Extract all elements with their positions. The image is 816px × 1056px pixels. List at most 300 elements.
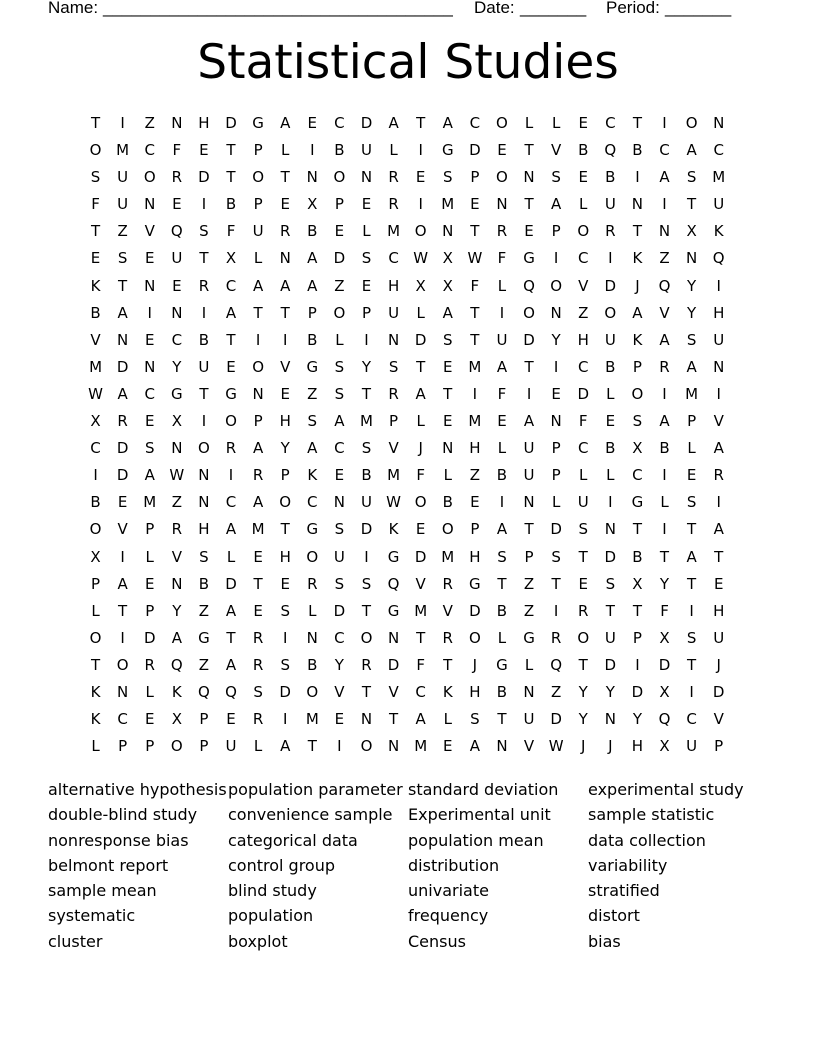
grid-letter: T	[524, 520, 534, 539]
grid-letter: O	[468, 628, 481, 647]
grid-letter: S	[686, 330, 697, 349]
grid-letter: V	[551, 141, 562, 160]
grid-letter: T	[497, 574, 507, 593]
grid-letter: L	[497, 628, 507, 647]
grid-letter: J	[608, 737, 613, 756]
grid-letter: D	[116, 439, 129, 458]
grid-letter: O	[89, 628, 102, 647]
grid-letter: G	[225, 384, 237, 403]
grid-letter: J	[418, 439, 423, 458]
grid-letter: I	[689, 682, 694, 701]
grid-letter: B	[632, 141, 643, 160]
grid-letter: Y	[172, 357, 182, 376]
grid-letter: T	[253, 574, 263, 593]
grid-letter: O	[306, 547, 319, 566]
grid-letter: D	[414, 547, 427, 566]
grid-letter: T	[90, 114, 101, 132]
grid-letter: N	[631, 195, 644, 214]
grid-letter: X	[659, 737, 670, 756]
grid-letter: E	[551, 384, 561, 403]
grid-letter: I	[282, 330, 288, 349]
grid-letter: Q	[604, 141, 617, 160]
grid-letter: X	[171, 710, 182, 729]
grid-letter: N	[387, 628, 400, 647]
grid-letter: S	[334, 357, 345, 376]
grid-letter: Y	[551, 330, 561, 349]
grid-letter: L	[579, 466, 588, 485]
grid-letter: Z	[523, 601, 535, 620]
grid-row	[82, 354, 732, 381]
grid-letter: I	[662, 195, 667, 214]
grid-letter: G	[171, 384, 183, 403]
grid-letter: K	[307, 466, 318, 485]
grid-letter: T	[687, 574, 697, 593]
grid-letter: Y	[361, 357, 372, 376]
grid-letter: V	[144, 222, 155, 241]
grid-letter: E	[117, 493, 128, 512]
grid-letter: K	[632, 330, 643, 349]
word-bank-item: stratified	[588, 881, 660, 901]
grid-letter: B	[307, 222, 318, 241]
grid-letter: L	[524, 655, 534, 674]
word-bank-row	[48, 878, 788, 903]
grid-letter: R	[388, 195, 399, 214]
grid-letter: C	[686, 710, 697, 729]
grid-letter: B	[442, 493, 453, 512]
grid-letter: O	[441, 520, 454, 539]
grid-letter: N	[713, 357, 725, 376]
period-blank[interactable]: _______	[665, 0, 732, 17]
grid-letter: V	[713, 412, 724, 431]
grid-letter: D	[577, 384, 590, 403]
word-bank-item: systematic	[48, 906, 136, 926]
grid-letter: T	[470, 303, 480, 322]
grid-letter: U	[496, 330, 508, 349]
grid-letter: I	[553, 601, 559, 620]
date-blank[interactable]: _______	[520, 0, 587, 17]
grid-letter: P	[389, 412, 399, 431]
grid-letter: B	[605, 357, 616, 376]
grid-letter: U	[117, 168, 129, 187]
grid-letter: E	[361, 195, 372, 214]
word-bank-item: boxplot	[228, 931, 288, 951]
grid-letter: G	[306, 357, 319, 376]
grid-letter: D	[712, 682, 725, 701]
grid-letter: P	[524, 547, 534, 566]
grid-letter: F	[470, 276, 480, 295]
grid-letter: A	[307, 276, 318, 295]
grid-letter: M	[251, 520, 265, 539]
grid-letter: U	[198, 357, 210, 376]
word-bank-item: experimental study	[588, 780, 744, 799]
grid-letter: P	[145, 520, 155, 539]
grid-letter: G	[523, 628, 535, 647]
grid-letter: C	[334, 114, 345, 132]
grid-letter: N	[252, 384, 264, 403]
grid-letter: O	[252, 357, 265, 376]
grid-letter: C	[144, 384, 155, 403]
grid-letter: D	[658, 655, 671, 674]
grid-letter: T	[524, 195, 534, 214]
grid-letter: G	[387, 601, 400, 620]
grid-letter: S	[334, 384, 345, 403]
grid-letter: N	[306, 628, 318, 647]
grid-letter: I	[364, 330, 369, 349]
grid-letter: T	[687, 655, 697, 674]
word-bank-item: sample mean	[48, 881, 157, 901]
grid-letter: N	[713, 114, 725, 132]
grid-letter: I	[553, 357, 559, 376]
grid-letter: P	[361, 303, 371, 322]
grid-letter: Q	[198, 682, 210, 701]
grid-letter: N	[496, 195, 508, 214]
grid-letter: B	[605, 168, 616, 187]
grid-letter: P	[307, 303, 317, 322]
grid-letter: N	[306, 168, 318, 187]
grid-letter: I	[608, 493, 613, 512]
grid-letter: L	[660, 493, 669, 512]
grid-letter: W	[88, 384, 103, 403]
grid-letter: P	[632, 628, 642, 647]
grid-letter: T	[714, 547, 724, 566]
grid-letter: D	[360, 114, 373, 132]
grid-letter: G	[198, 628, 210, 647]
grid-letter: L	[443, 710, 452, 729]
grid-letter: R	[605, 222, 616, 241]
grid-letter: A	[686, 357, 697, 376]
grid-letter: D	[523, 330, 535, 349]
grid-letter: Q	[550, 655, 563, 674]
grid-letter: I	[608, 249, 613, 268]
grid-letter: A	[632, 303, 643, 322]
grid-letter: F	[416, 466, 425, 485]
grid-letter: E	[334, 466, 345, 485]
grid-letter: T	[226, 330, 236, 349]
grid-letter: F	[497, 384, 507, 403]
grid-letter: T	[226, 628, 236, 647]
grid-letter: L	[253, 249, 263, 268]
grid-letter: P	[145, 737, 155, 756]
grid-letter: T	[90, 655, 101, 674]
name-label: Name:	[48, 0, 99, 17]
word-bank-item: double-blind study	[48, 805, 198, 825]
grid-letter: T	[226, 141, 236, 160]
grid-letter: L	[443, 466, 452, 485]
grid-letter: X	[307, 195, 318, 214]
grid-letter: O	[577, 628, 590, 647]
grid-letter: E	[172, 276, 182, 295]
grid-row	[82, 516, 732, 543]
grid-letter: Y	[687, 303, 697, 322]
grid-letter: P	[470, 168, 480, 187]
grid-letter: P	[632, 357, 642, 376]
grid-letter: K	[90, 682, 101, 701]
grid-row	[82, 489, 732, 516]
grid-row	[82, 300, 732, 327]
grid-letter: Z	[171, 493, 182, 512]
grid-letter: V	[578, 276, 589, 295]
grid-letter: Q	[712, 249, 725, 268]
grid-letter: C	[334, 439, 345, 458]
grid-letter: R	[578, 601, 589, 620]
grid-letter: G	[523, 249, 535, 268]
grid-letter: D	[387, 655, 400, 674]
grid-letter: D	[469, 141, 481, 160]
page-title: Statistical Studies	[197, 35, 619, 90]
grid-letter: N	[144, 276, 156, 295]
grid-letter: U	[686, 737, 698, 756]
grid-letter: N	[523, 682, 535, 701]
grid-letter: K	[632, 249, 643, 268]
grid-letter: S	[199, 222, 209, 241]
grid-letter: S	[686, 168, 697, 187]
grid-letter: T	[199, 249, 209, 268]
grid-letter: A	[225, 655, 237, 674]
grid-letter: S	[144, 439, 155, 458]
grid-letter: D	[116, 357, 129, 376]
grid-letter: I	[364, 547, 369, 566]
grid-letter: A	[442, 114, 453, 132]
grid-letter: H	[469, 682, 481, 701]
grid-letter: E	[144, 412, 155, 431]
grid-letter: D	[333, 601, 346, 620]
grid-letter: H	[198, 114, 210, 132]
grid-letter: K	[90, 710, 101, 729]
grid-row	[82, 733, 732, 760]
grid-letter: A	[225, 601, 237, 620]
grid-letter: T	[90, 222, 101, 241]
grid-letter: I	[499, 303, 505, 322]
grid-letter: L	[551, 493, 561, 512]
grid-letter: T	[388, 710, 399, 729]
grid-letter: V	[171, 547, 182, 566]
name-blank[interactable]: _____________________________________	[103, 0, 453, 17]
grid-letter: E	[334, 222, 345, 241]
grid-letter: N	[171, 303, 183, 322]
grid-letter: E	[144, 249, 155, 268]
grid-letter: M	[89, 357, 103, 376]
grid-letter: E	[199, 141, 209, 160]
grid-letter: U	[577, 493, 589, 512]
grid-letter: B	[578, 141, 589, 160]
grid-letter: T	[118, 601, 128, 620]
grid-letter: O	[496, 168, 508, 187]
grid-letter: L	[606, 384, 615, 403]
grid-letter: P	[470, 520, 480, 539]
grid-letter: I	[93, 466, 98, 485]
grid-row	[82, 191, 732, 218]
grid-letter: A	[225, 303, 237, 322]
grid-letter: A	[496, 520, 508, 539]
grid-letter: E	[497, 141, 507, 160]
grid-letter: Z	[659, 249, 670, 268]
grid-letter: I	[662, 384, 667, 403]
grid-letter: Y	[172, 601, 182, 620]
grid-letter: P	[199, 710, 209, 729]
grid-letter: B	[307, 655, 318, 674]
grid-letter: O	[225, 412, 237, 431]
word-bank-item: data collection	[588, 830, 706, 850]
grid-letter: L	[606, 466, 615, 485]
grid-letter: R	[252, 710, 264, 729]
grid-letter: N	[387, 330, 400, 349]
grid-letter: L	[145, 547, 154, 566]
grid-row	[82, 598, 732, 625]
word-bank-item: bias	[588, 931, 621, 951]
word-bank-item: belmont report	[48, 855, 169, 875]
word-bank-item: Census	[408, 931, 466, 951]
grid-letter: V	[280, 357, 291, 376]
grid-letter: E	[226, 357, 236, 376]
grid-letter: F	[497, 249, 507, 268]
grid-letter: D	[469, 601, 481, 620]
grid-letter: I	[201, 195, 207, 214]
grid-row	[82, 652, 732, 679]
word-bank-item: categorical data	[228, 830, 358, 850]
grid-letter: D	[550, 520, 562, 539]
grid-letter: C	[415, 682, 426, 701]
letter-grid	[82, 110, 732, 760]
grid-letter: O	[685, 114, 698, 132]
grid-letter: S	[307, 412, 318, 431]
grid-letter: W	[386, 493, 401, 512]
grid-letter: E	[280, 574, 290, 593]
grid-letter: X	[225, 249, 237, 268]
grid-letter: S	[117, 249, 128, 268]
grid-letter: A	[117, 384, 128, 403]
grid-letter: E	[605, 412, 616, 431]
grid-letter: N	[144, 357, 156, 376]
grid-row	[82, 435, 732, 462]
grid-letter: T	[361, 682, 372, 701]
grid-letter: A	[144, 466, 155, 485]
grid-letter: L	[91, 737, 100, 756]
grid-letter: S	[334, 574, 345, 593]
grid-letter: Z	[198, 601, 210, 620]
grid-letter: C	[577, 439, 589, 458]
grid-letter: E	[334, 710, 345, 729]
grid-letter: O	[360, 628, 373, 647]
grid-letter: M	[116, 141, 130, 160]
grid-letter: E	[443, 357, 453, 376]
grid-letter: S	[199, 547, 209, 566]
grid-letter: E	[253, 601, 263, 620]
grid-letter: H	[469, 439, 481, 458]
grid-letter: L	[145, 682, 154, 701]
grid-letter: B	[496, 466, 508, 485]
grid-letter: X	[90, 412, 101, 431]
grid-letter: M	[305, 710, 319, 729]
grid-letter: W	[169, 466, 185, 485]
grid-letter: S	[632, 412, 643, 431]
grid-letter: O	[306, 682, 319, 701]
grid-row	[82, 110, 732, 137]
grid-letter: E	[280, 384, 290, 403]
grid-letter: Y	[578, 710, 588, 729]
grid-letter: P	[91, 574, 101, 593]
grid-letter: B	[659, 439, 670, 458]
grid-letter: T	[226, 168, 236, 187]
grid-letter: T	[632, 601, 642, 620]
grid-letter: H	[198, 520, 210, 539]
grid-letter: O	[252, 168, 265, 187]
grid-letter: Z	[198, 655, 210, 674]
grid-letter: L	[524, 114, 534, 132]
grid-letter: N	[442, 439, 454, 458]
grid-letter: A	[686, 141, 697, 160]
grid-letter: W	[413, 249, 429, 268]
grid-row	[82, 679, 732, 706]
word-bank-item: standard deviation	[408, 780, 559, 799]
grid-letter: E	[713, 574, 724, 593]
grid-letter: I	[282, 710, 288, 729]
grid-letter: U	[333, 547, 345, 566]
grid-letter: N	[523, 168, 535, 187]
grid-letter: N	[198, 466, 210, 485]
grid-letter: X	[442, 249, 453, 268]
grid-letter: N	[171, 114, 183, 132]
grid-letter: M	[441, 547, 455, 566]
grid-letter: U	[604, 628, 616, 647]
grid-row	[82, 273, 732, 300]
grid-letter: T	[199, 384, 209, 403]
grid-letter: L	[362, 222, 371, 241]
grid-letter: O	[414, 493, 427, 512]
grid-letter: A	[307, 249, 318, 268]
grid-letter: E	[415, 520, 426, 539]
grid-letter: T	[524, 357, 534, 376]
grid-letter: T	[118, 276, 128, 295]
grid-row	[82, 462, 732, 489]
grid-letter: N	[550, 303, 562, 322]
grid-letter: E	[361, 276, 372, 295]
grid-letter: S	[443, 330, 453, 349]
grid-letter: V	[334, 682, 345, 701]
grid-letter: T	[361, 601, 372, 620]
grid-letter: Z	[469, 466, 480, 485]
word-bank-item: sample statistic	[588, 805, 715, 825]
grid-letter: I	[662, 114, 667, 132]
grid-letter: X	[632, 574, 643, 593]
grid-letter: N	[360, 710, 373, 729]
grid-letter: T	[280, 168, 290, 187]
grid-letter: P	[253, 412, 263, 431]
grid-row	[82, 625, 732, 652]
grid-letter: P	[280, 466, 290, 485]
word-bank-row	[48, 903, 788, 928]
grid-letter: H	[713, 303, 725, 322]
grid-letter: R	[171, 520, 183, 539]
grid-letter: L	[281, 141, 290, 160]
grid-letter: S	[90, 168, 101, 187]
grid-letter: O	[170, 737, 183, 756]
grid-letter: F	[416, 655, 425, 674]
grid-row	[82, 706, 732, 733]
grid-letter: N	[117, 682, 129, 701]
grid-letter: A	[117, 574, 128, 593]
grid-letter: R	[550, 628, 562, 647]
grid-letter: D	[333, 249, 346, 268]
grid-letter: R	[198, 276, 210, 295]
grid-letter: A	[388, 114, 399, 132]
grid-letter: U	[360, 493, 372, 512]
grid-letter: T	[632, 114, 642, 132]
grid-letter: B	[361, 466, 372, 485]
grid-letter: H	[577, 330, 589, 349]
grid-letter: B	[198, 330, 210, 349]
grid-letter: I	[120, 547, 125, 566]
grid-letter: K	[90, 276, 101, 295]
